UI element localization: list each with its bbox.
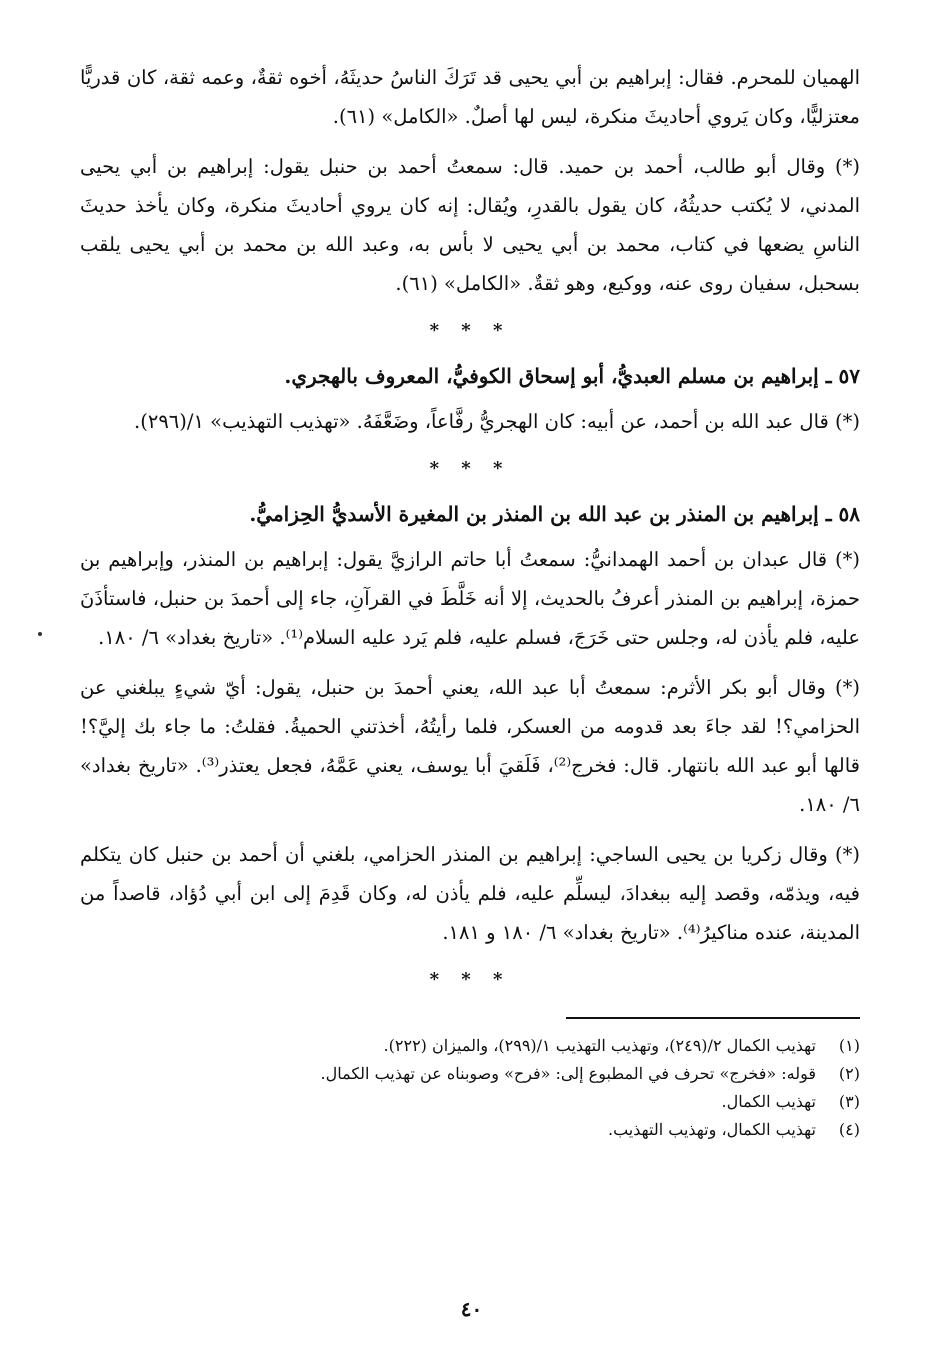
- paragraph-abu-talib: (*) وقال أبو طالب، أحمد بن حميد. قال: سمعتُ أحمد بن حنبل يقول: إبراهيم بن أبي يحيى المدني، لا يُكتب حديثُهُ، كان يقول بالقدرِ، ويُقال: إنه كان يروي أحاديثَ منكرة، وكان يأخذ حديثَ الناسِ يضعها في كتاب، محمد بن أبي يحيى لا بأس به، وعبد الله بن محمد بن أبي يحيى يلقب بسحبل، سفيان روى عنه، ووكيع، وهو ثقةٌ. «الكامل» (٦١).: [80, 155, 860, 295]
- section-separator-stars: * * *: [429, 969, 511, 990]
- footnotes: [80, 1033, 860, 1143]
- page-number: ٤٠: [460, 1297, 483, 1321]
- footnote-number: (١): [838, 1036, 860, 1055]
- footnote: [80, 1061, 860, 1087]
- section-separator-stars: * * *: [429, 320, 511, 341]
- section-separator-stars: * * *: [429, 458, 511, 479]
- footnote-text: قوله: «فخرج» تحرف في المطبوع إلى: «فرح» وصوبناه عن تهذيب الكمال.: [320, 1064, 816, 1083]
- paragraph-saji: (*) وقال زكريا بن يحيى الساجي: إبراهيم بن المنذر الحزامي، بلغني أن أحمد بن حنبل كان يتكلم فيه، ويذمّه، وقصد إليه ببغدادَ، ليسلِّم عليه، فلم يأذن له، وكان قَدِمَ إلى ابن أبي دُؤاد، قاصداً من المدينة، عنده مناكيرُ⁽⁴⁾. «تاريخ بغداد» ٦/ ١٨٠ و ١٨١.: [80, 843, 860, 944]
- margin-dot: [38, 632, 42, 636]
- entry-heading-58: ٥٨ ـ إبراهيم بن المنذر بن عبد الله بن المنذر بن المغيرة الأسديُّ الحِزاميُّ.: [249, 502, 860, 526]
- page-body: [80, 58, 860, 1145]
- footnote-number: (٤): [838, 1120, 860, 1139]
- footnote-number: (٣): [838, 1092, 860, 1111]
- footnote-separator: [566, 1017, 860, 1019]
- footnote: [80, 1089, 860, 1115]
- paragraph-continuation: الهميان للمحرم. فقال: إبراهيم بن أبي يحيى قد تَرَكَ الناسُ حديثَهُ، أخوه ثقةٌ، وعمه ثقة، كان قدريًّا معتزليًّا، وكان يَروي أحاديثَ منكرة، ليس لها أصلٌ. «الكامل» (٦١).: [80, 66, 860, 128]
- paragraph-athram: (*) وقال أبو بكر الأثرم: سمعتُ أبا عبد الله، يعني أحمدَ بن حنبل، يقول: أيّ شيءٍ يبلغني عن الحزامي؟! لقد جاءَ بعد قدومه من العسكر، فلما رأيتُهُ، أخذتني الحميةُ. فقلتُ: ما جاء بك إليَّ؟! قالها أبو عبد الله بانتهار. قال: فخرج⁽²⁾، فَلَقيَ أبا يوسف، يعني عَمَّهُ، فجعل يعتذر⁽³⁾. «تاريخ بغداد» ٦/ ١٨٠.: [80, 676, 861, 816]
- paragraph-abdan: (*) قال عبدان بن أحمد الهمدانيُّ: سمعتُ أبا حاتم الرازيَّ يقول: إبراهيم بن المنذر، وإبراهيم بن حمزة، إبراهيم بن المنذر أعرفُ بالحديث، إلا أنه خَلَّطَ في القرآنِ، جاء إلى أحمدَ بن حنبل، فاستأذَنَ عليه، فلم يأذن له، وجلس حتى خَرَجَ، فسلم عليه، فلم يَرد عليه السلام⁽¹⁾. «تاريخ بغداد» ٦/ ١٨٠.: [80, 548, 860, 649]
- footnote-text: تهذيب الكمال.: [721, 1092, 816, 1111]
- footnote-text: تهذيب الكمال ٢/(٢٤٩)، وتهذيب التهذيب ١/(٢٩٩)، والميزان (٢٢٢).: [383, 1036, 816, 1055]
- footnote: [80, 1117, 860, 1143]
- footnote-text: تهذيب الكمال، وتهذيب التهذيب.: [607, 1120, 816, 1139]
- paragraph-entry-57: (*) قال عبد الله بن أحمد، عن أبيه: كان الهجريُّ رفَّاعاً، وضَعَّفَهُ. «تهذيب التهذيب» ١/(٢٩٦).: [134, 410, 860, 433]
- entry-heading-57: ٥٧ ـ إبراهيم بن مسلم العبديُّ، أبو إسحاق الكوفيُّ، المعروف بالهجري.: [284, 364, 860, 388]
- footnote: [80, 1033, 860, 1059]
- footnote-number: (٢): [838, 1064, 860, 1083]
